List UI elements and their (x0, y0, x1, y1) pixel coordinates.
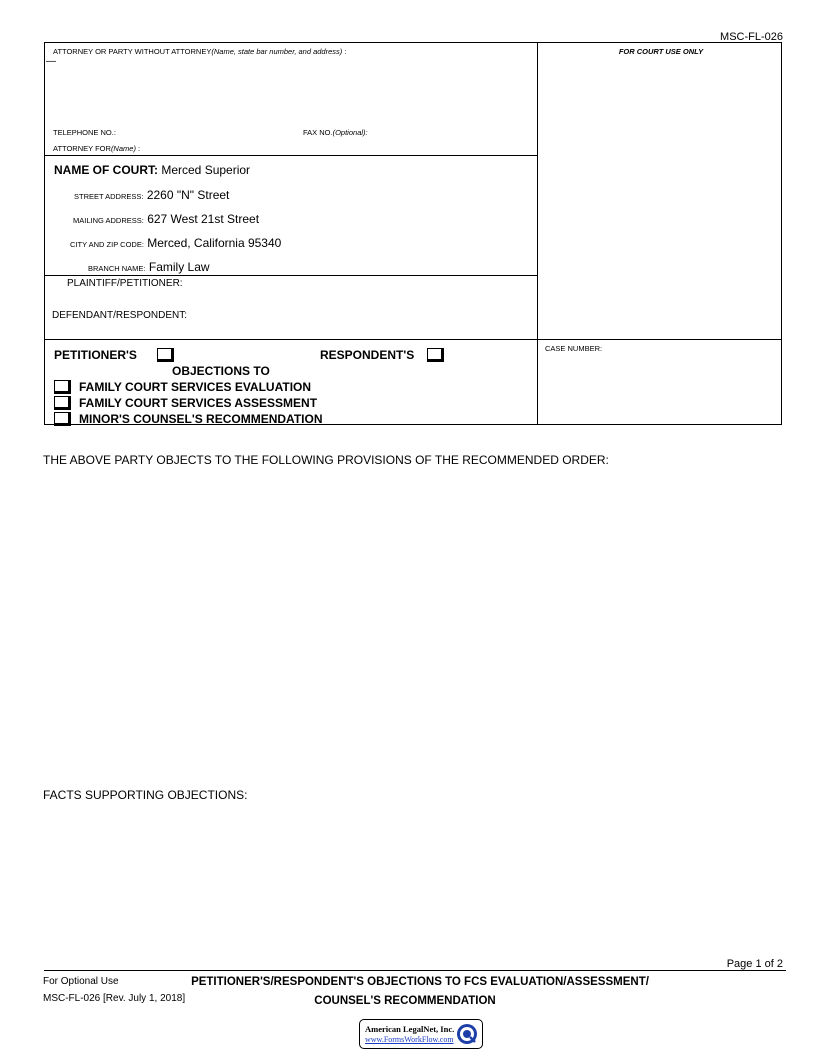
branch-name-value: Family Law (148, 260, 210, 274)
attorney-hint: (Name, state bar number, and address) (211, 47, 343, 56)
footer-rule (44, 970, 786, 971)
facts-supporting-text: FACTS SUPPORTING OBJECTIONS: (43, 788, 248, 802)
plaintiff-petitioner-label[interactable]: PLAINTIFF/PETITIONER: (67, 278, 183, 289)
attorney-for-hint: (Name) (110, 144, 136, 153)
mailing-address-label: MAILING ADDRESS: (73, 216, 144, 225)
branch-name-row (88, 260, 210, 274)
petitioners-label: PETITIONER'S (54, 348, 137, 362)
caption-divider-vertical (537, 42, 538, 425)
respondents-label: RESPONDENT'S (320, 348, 415, 362)
american-legalnet-logo[interactable] (359, 1019, 483, 1049)
court-name-label: NAME OF COURT: (54, 163, 158, 177)
footer-title-line-1: PETITIONER'S/RESPONDENT'S OBJECTIONS TO FCS EVALUATION/ASSESSMENT/ (191, 976, 649, 988)
street-address-label: STREET ADDRESS: (74, 192, 144, 201)
attorney-for-label: ATTORNEY FOR (53, 144, 111, 153)
petitioners-checkbox[interactable] (157, 348, 174, 362)
city-zip-row (70, 236, 281, 250)
fax-field-label[interactable] (303, 128, 368, 137)
attorney-for-colon: : (138, 144, 141, 153)
court-name-value: Merced Superior (161, 163, 251, 177)
city-zip-label: CITY AND ZIP CODE: (70, 240, 144, 249)
form-revision-text: MSC-FL-026 [Rev. July 1, 2018] (43, 993, 186, 1004)
fcs-evaluation-label: FAMILY COURT SERVICES EVALUATION (79, 380, 312, 394)
mailing-address-value: 627 West 21st Street (147, 212, 260, 226)
form-number-top: MSC-FL-026 (720, 31, 783, 43)
caption-box (44, 42, 782, 425)
minors-counsel-label: MINOR'S COUNSEL'S RECOMMENDATION (79, 412, 323, 426)
case-number-label[interactable]: CASE NUMBER: (545, 344, 603, 353)
logo-company-name: American LegalNet, Inc. (365, 1024, 455, 1034)
mailing-address-row (73, 212, 259, 226)
fcs-assessment-checkbox[interactable] (54, 396, 71, 410)
fcs-assessment-label: FAMILY COURT SERVICES ASSESSMENT (79, 396, 318, 410)
attorney-for-field-label[interactable] (53, 144, 140, 153)
objections-to-label: OBJECTIONS TO (172, 364, 270, 378)
logo-url-link[interactable]: www.FormsWorkFlow.com (365, 1035, 454, 1044)
forms-workflow-icon (456, 1023, 478, 1045)
city-zip-value: Merced, California 95340 (147, 236, 282, 250)
optional-use-text: For Optional Use (43, 976, 119, 987)
fax-hint: (Optional): (332, 128, 368, 137)
fax-label: FAX NO. (303, 128, 333, 137)
branch-name-label: BRANCH NAME: (88, 264, 146, 273)
divider-court-parties (44, 275, 538, 276)
minors-counsel-checkbox[interactable] (54, 412, 71, 426)
fcs-evaluation-checkbox[interactable] (54, 380, 71, 394)
court-name-row (54, 163, 250, 177)
respondents-checkbox[interactable] (427, 348, 444, 362)
objects-provisions-text: THE ABOVE PARTY OBJECTS TO THE FOLLOWING PROVISIONS OF THE RECOMMENDED ORDER: (43, 453, 609, 467)
street-address-row (74, 188, 229, 202)
attorney-label: ATTORNEY OR PARTY WITHOUT ATTORNEY (53, 47, 212, 56)
attorney-field-label[interactable] (53, 47, 346, 56)
telephone-label[interactable]: TELEPHONE NO.: (53, 128, 116, 137)
court-use-only-label: FOR COURT USE ONLY (618, 47, 704, 56)
attorney-dash: — (46, 56, 56, 67)
page-number: Page 1 of 2 (726, 958, 783, 970)
divider-parties-title (44, 339, 782, 340)
street-address-value: 2260 "N" Street (146, 188, 230, 202)
footer-title-line-2: COUNSEL'S RECOMMENDATION (314, 995, 496, 1007)
defendant-respondent-label[interactable]: DEFENDANT/RESPONDENT: (52, 310, 188, 321)
divider-attorney-court (44, 155, 538, 156)
attorney-colon: : (344, 47, 347, 56)
